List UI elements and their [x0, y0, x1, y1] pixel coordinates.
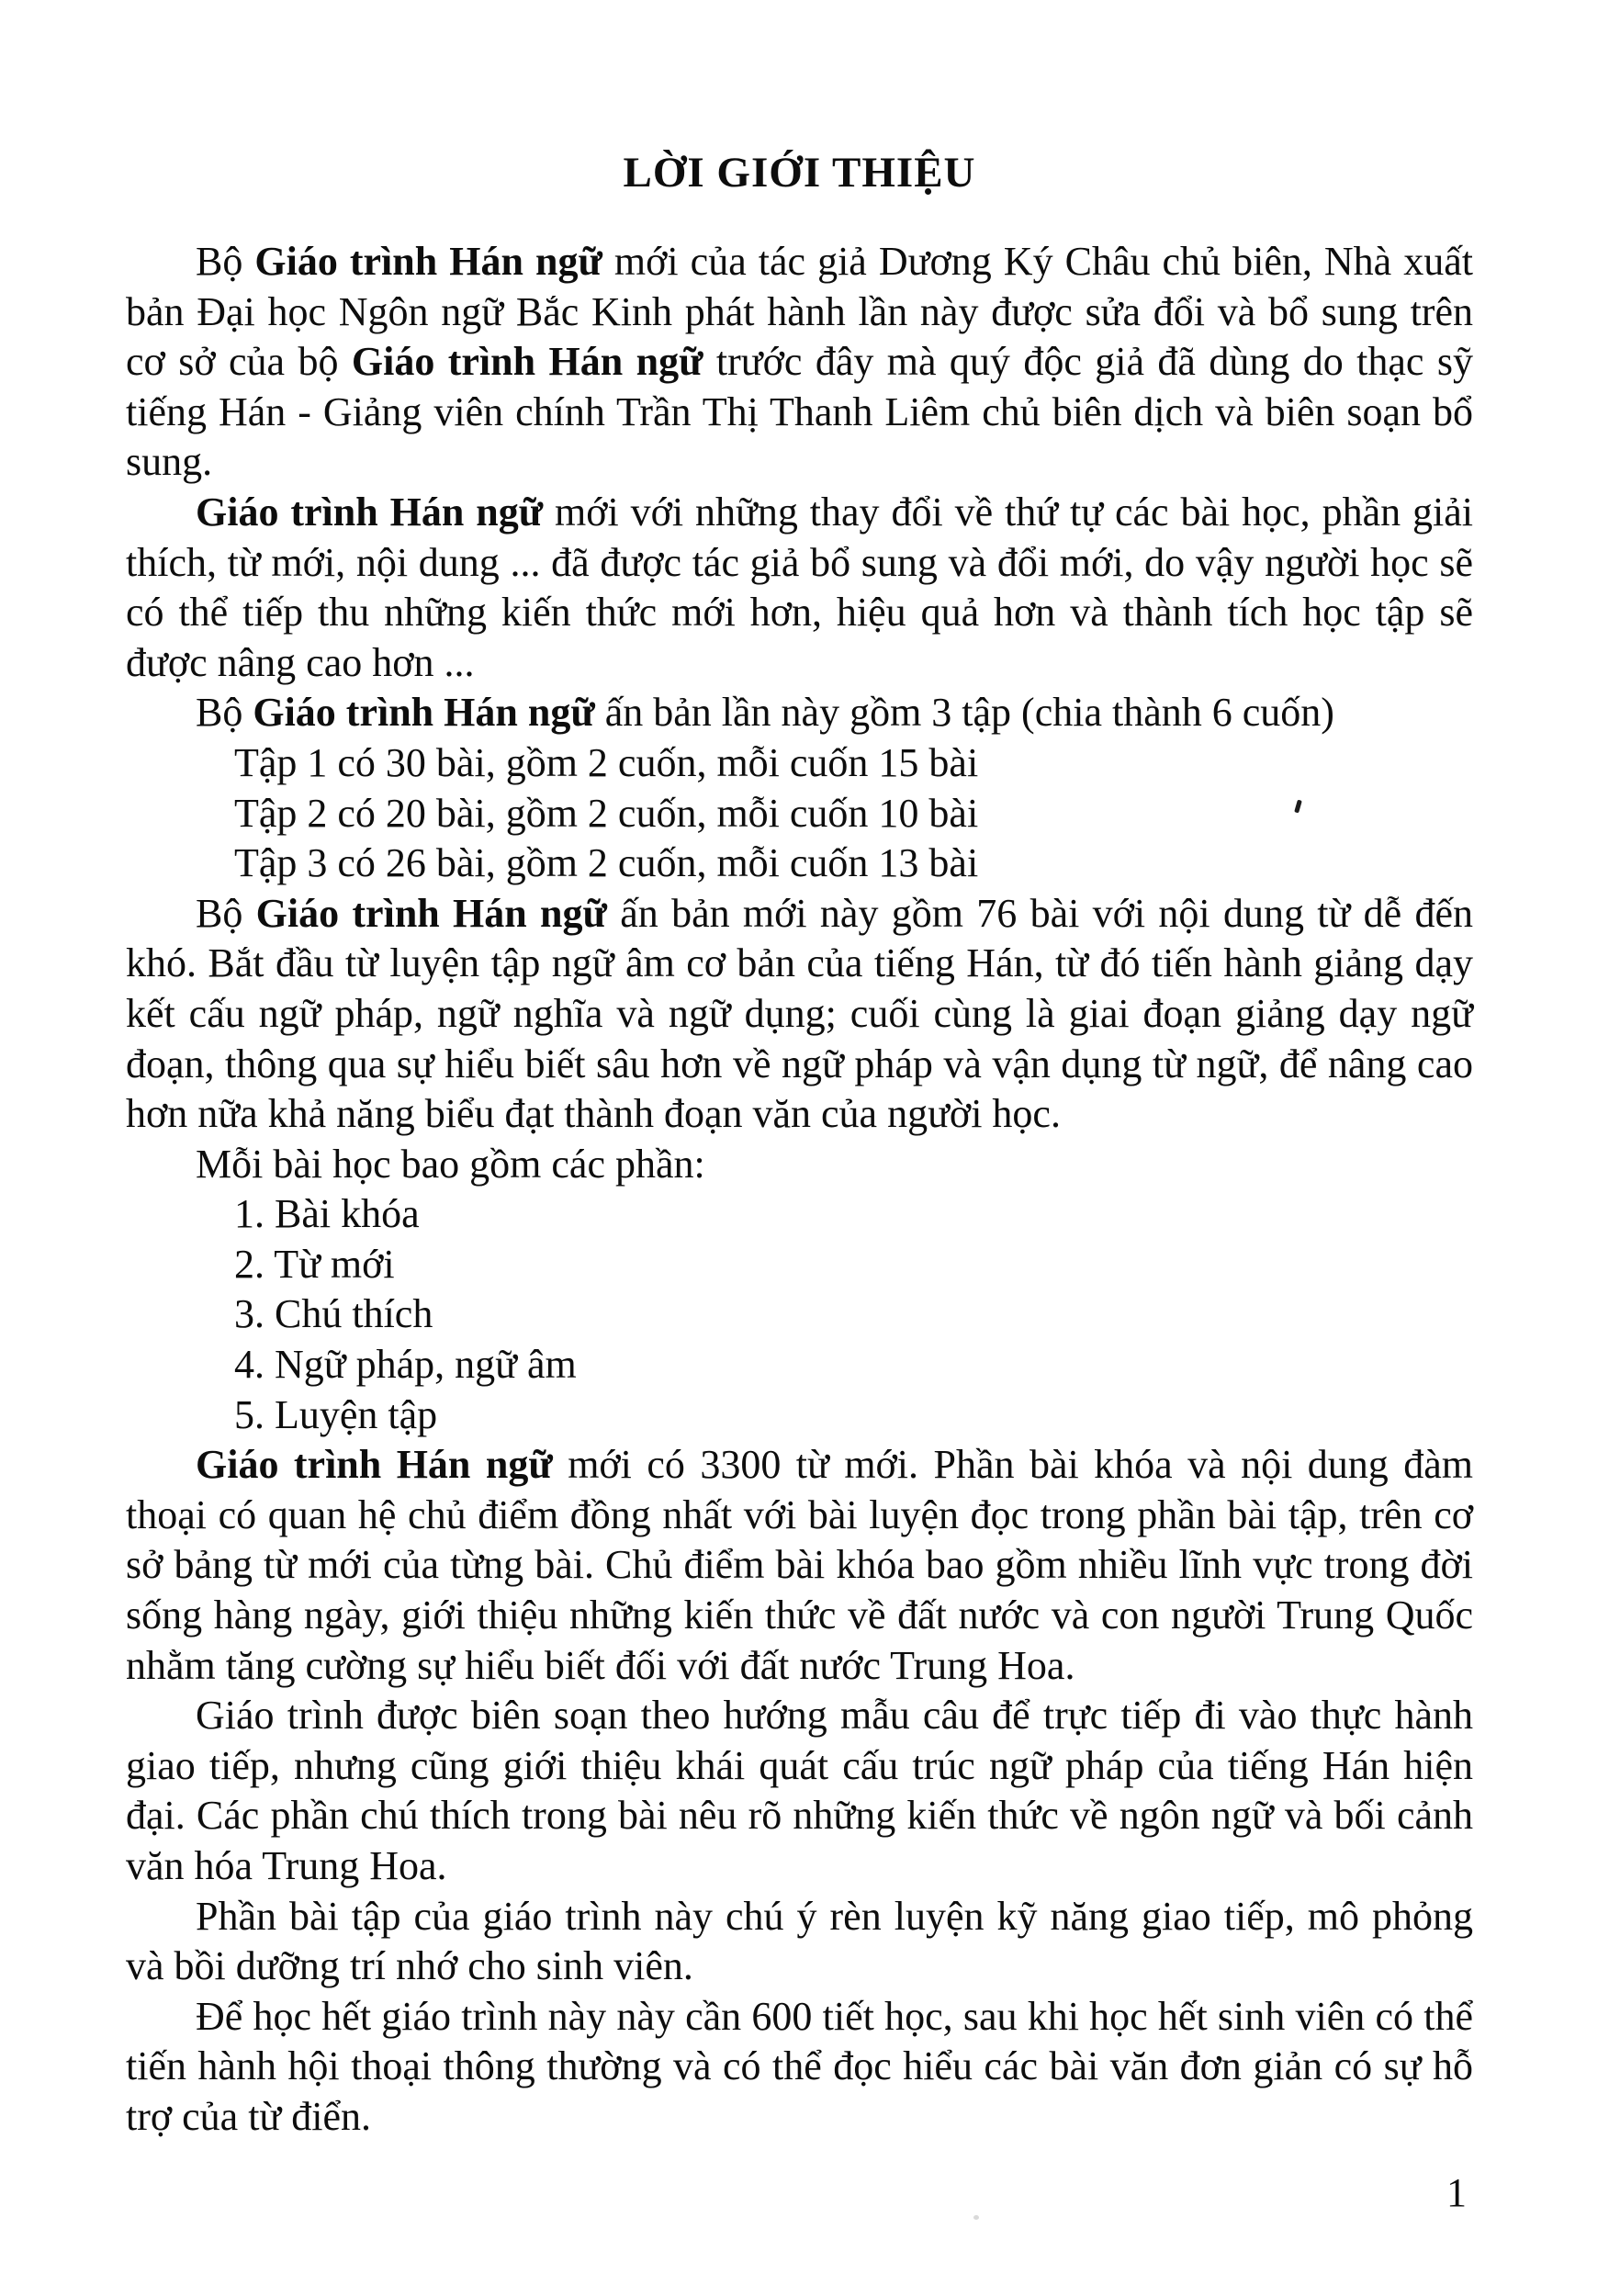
- paragraph: [126, 1440, 1473, 1691]
- list-item: [126, 1340, 1473, 1390]
- page-title: LỜI GIỚI THIỆU: [623, 149, 976, 197]
- text-segment: Mỗi bài học bao gồm các phần:: [196, 1141, 705, 1187]
- bold-text-segment: Giáo trình Hán ngữ: [255, 890, 607, 936]
- bold-text-segment: Giáo trình Hán ngữ: [196, 489, 544, 535]
- text-segment: Phần bài tập của giáo trình này chú ý rèn luyện kỹ năng giao tiếp, mô phỏng và bồi dưỡng trí nhớ cho sinh viên.: [126, 1893, 1473, 1989]
- text-segment: mới có 3300 từ mới. Phần bài khóa và nội dung đàm thoại có quan hệ chủ điểm đồng nhất với bài luyện đọc trong phần bài tập, trên cơ sở bảng từ mới của từng bài. Chủ điểm bài khóa bao gồm nhiều lĩnh vực trong đời sống hàng ngày, giới thiệu những kiến thức về đất nước và con người Trung Quốc nhằm tăng cường sự hiểu biết đối với đất nước Trung Hoa.: [126, 1442, 1473, 1688]
- paragraph: [126, 1140, 1473, 1190]
- text-segment: 4. Ngữ pháp, ngữ âm: [234, 1342, 577, 1388]
- scan-artifact-speck: [973, 2215, 979, 2220]
- text-segment: 1. Bài khóa: [234, 1191, 420, 1237]
- text-segment: trước đây mà quý độc giả đã dùng do thạc sỹ tiếng Hán - Giảng viên chính Trần Thị Thanh Liêm chủ biên dịch và biên soạn bổ sung.: [126, 339, 1473, 485]
- bold-text-segment: Giáo trình Hán ngữ: [253, 690, 595, 736]
- list-item: [126, 738, 1473, 789]
- text-segment: 5. Luyện tập: [234, 1391, 438, 1437]
- text-segment: Bộ: [196, 890, 256, 936]
- paragraph: [126, 1691, 1473, 1891]
- text-segment: 2. Từ mới: [234, 1241, 395, 1287]
- text-segment: mới với những thay đổi về thứ tự các bài học, phần giải thích, từ mới, nội dung ... đã được tác giả bổ sung và đổi mới, do vậy người học sẽ có thể tiếp thu những kiến thức mới hơn, hiệu quả hơn và thành tích học tập sẽ được nâng cao hơn ...: [126, 489, 1473, 685]
- bold-text-segment: Giáo trình Hán ngữ: [196, 1442, 553, 1488]
- text-segment: Tập 3 có 26 bài, gồm 2 cuốn, mỗi cuốn 13 bài: [234, 840, 979, 886]
- text-segment: ấn bản mới này gồm 76 bài với nội dung từ dễ đến khó. Bắt đầu từ luyện tập ngữ âm cơ bản của tiếng Hán, từ đó tiến hành giảng dạy kết cấu ngữ pháp, ngữ nghĩa và ngữ dụng; cuối cùng là giai đoạn giảng dạy ngữ đoạn, thông qua sự hiểu biết sâu hơn về ngữ pháp và vận dụng từ ngữ, để nâng cao hơn nữa khả năng biểu đạt thành đoạn văn của người học.: [126, 890, 1473, 1137]
- paragraph: [126, 1892, 1473, 1992]
- text-segment: Để học hết giáo trình này này cần 600 tiết học, sau khi học hết sinh viên có thể tiến hành hội thoại thông thường và có thể đọc hiểu các bài văn đơn giản có sự hỗ trợ của từ điển.: [126, 1993, 1473, 2139]
- text-segment: 3. Chú thích: [234, 1291, 433, 1337]
- paragraph: [126, 1992, 1473, 2143]
- list-item: [126, 1189, 1473, 1240]
- list-item: [126, 1289, 1473, 1340]
- paragraph: [126, 488, 1473, 688]
- paragraph: [126, 889, 1473, 1140]
- text-segment: mới của tác giả Dương Ký Châu chủ biên, Nhà xuất bản Đại học Ngôn ngữ Bắc Kinh phát hành lần này được sửa đổi và bổ sung trên cơ sở của bộ: [126, 239, 1473, 385]
- page-number: 1: [1446, 2170, 1467, 2215]
- paragraph: [126, 688, 1473, 738]
- body-text-block: [126, 237, 1473, 2143]
- text-segment: Tập 2 có 20 bài, gồm 2 cuốn, mỗi cuốn 10 bài: [234, 790, 979, 836]
- text-segment: ấn bản lần này gồm 3 tập (chia thành 6 cuốn): [594, 690, 1334, 736]
- text-segment: Giáo trình được biên soạn theo hướng mẫu câu để trực tiếp đi vào thực hành giao tiếp, nhưng cũng giới thiệu khái quát cấu trúc ngữ pháp của tiếng Hán hiện đại. Các phần chú thích trong bài nêu rõ những kiến thức về ngôn ngữ và bối cảnh văn hóa Trung Hoa.: [126, 1693, 1473, 1888]
- list-item: [126, 789, 1473, 839]
- text-segment: Bộ: [196, 690, 253, 736]
- bold-text-segment: Giáo trình Hán ngữ: [351, 339, 703, 385]
- paragraph: [126, 237, 1473, 488]
- list-item: [126, 838, 1473, 889]
- bold-text-segment: Giáo trình Hán ngữ: [254, 239, 602, 284]
- list-item: [126, 1390, 1473, 1441]
- text-segment: Bộ: [196, 239, 255, 284]
- text-segment: Tập 1 có 30 bài, gồm 2 cuốn, mỗi cuốn 15 bài: [234, 739, 979, 785]
- list-item: [126, 1240, 1473, 1290]
